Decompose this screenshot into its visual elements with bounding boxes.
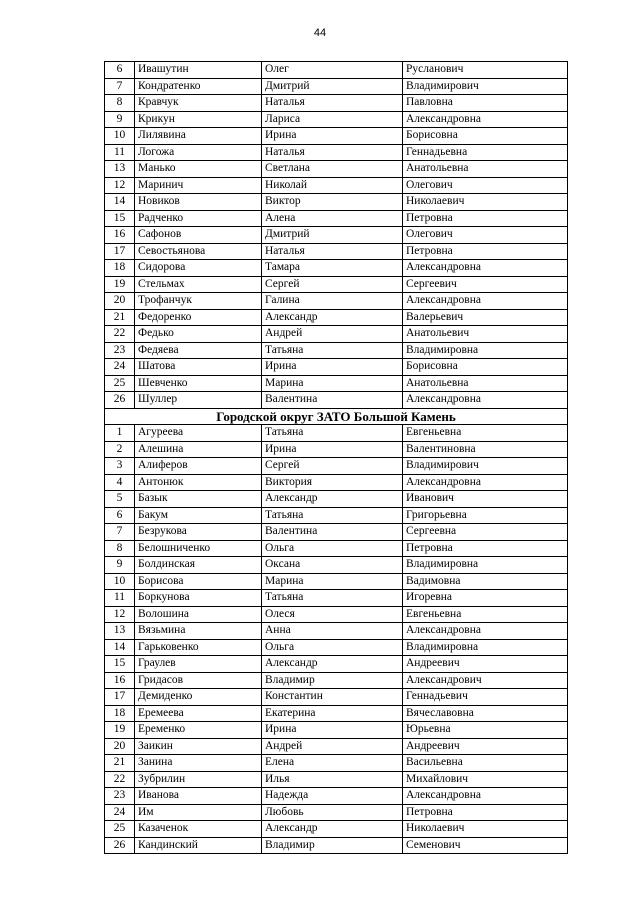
row-number-cell: 11 (105, 144, 135, 161)
first-name-cell: Ирина (262, 441, 403, 458)
row-number-cell: 3 (105, 458, 135, 475)
table-row (105, 540, 568, 557)
table-row (105, 210, 568, 227)
table-row (105, 326, 568, 343)
first-name-cell: Дмитрий (262, 78, 403, 95)
row-number-cell: 22 (105, 326, 135, 343)
first-name-cell: Наталья (262, 144, 403, 161)
row-number-cell: 23 (105, 342, 135, 359)
row-number-cell: 17 (105, 689, 135, 706)
first-name-cell: Александр (262, 821, 403, 838)
patronymic-cell: Игоревна (403, 590, 568, 607)
row-number-cell: 24 (105, 359, 135, 376)
table-row (105, 705, 568, 722)
row-number-cell: 25 (105, 821, 135, 838)
row-number-cell: 8 (105, 540, 135, 557)
first-name-cell: Виктория (262, 474, 403, 491)
table-row (105, 557, 568, 574)
last-name-cell: Демиденко (135, 689, 262, 706)
table-row (105, 342, 568, 359)
table-row (105, 689, 568, 706)
row-number-cell: 13 (105, 161, 135, 178)
patronymic-cell: Анатольевна (403, 375, 568, 392)
row-number-cell: 26 (105, 392, 135, 409)
last-name-cell: Безрукова (135, 524, 262, 541)
table-row (105, 639, 568, 656)
patronymic-cell: Вячеславовна (403, 705, 568, 722)
row-number-cell: 20 (105, 293, 135, 310)
row-number-cell: 11 (105, 590, 135, 607)
last-name-cell: Казаченок (135, 821, 262, 838)
patronymic-cell: Александровна (403, 111, 568, 128)
first-name-cell: Тамара (262, 260, 403, 277)
last-name-cell: Логожа (135, 144, 262, 161)
last-name-cell: Зубрилин (135, 771, 262, 788)
row-number-cell: 16 (105, 672, 135, 689)
first-name-cell: Татьяна (262, 590, 403, 607)
patronymic-cell: Павловна (403, 95, 568, 112)
last-name-cell: Боркунова (135, 590, 262, 607)
first-name-cell: Ольга (262, 639, 403, 656)
last-name-cell: Кондратенко (135, 78, 262, 95)
table-row (105, 260, 568, 277)
patronymic-cell: Евгеньевна (403, 606, 568, 623)
patronymic-cell: Анатольевич (403, 326, 568, 343)
last-name-cell: Стельмах (135, 276, 262, 293)
first-name-cell: Александр (262, 309, 403, 326)
patronymic-cell: Александровна (403, 293, 568, 310)
first-name-cell: Ольга (262, 540, 403, 557)
table-row (105, 573, 568, 590)
row-number-cell: 4 (105, 474, 135, 491)
row-number-cell: 19 (105, 722, 135, 739)
last-name-cell: Гарьковенко (135, 639, 262, 656)
table-row (105, 425, 568, 442)
row-number-cell: 20 (105, 738, 135, 755)
table-row (105, 243, 568, 260)
first-name-cell: Валентина (262, 392, 403, 409)
row-number-cell: 17 (105, 243, 135, 260)
row-number-cell: 9 (105, 557, 135, 574)
patronymic-cell: Геннадьевич (403, 689, 568, 706)
table-row (105, 78, 568, 95)
table-row (105, 161, 568, 178)
row-number-cell: 7 (105, 524, 135, 541)
patronymic-cell: Валентиновна (403, 441, 568, 458)
row-number-cell: 2 (105, 441, 135, 458)
first-name-cell: Сергей (262, 276, 403, 293)
last-name-cell: Крикун (135, 111, 262, 128)
first-name-cell: Андрей (262, 738, 403, 755)
patronymic-cell: Олегович (403, 227, 568, 244)
first-name-cell: Николай (262, 177, 403, 194)
patronymic-cell: Владимировна (403, 342, 568, 359)
row-number-cell: 18 (105, 705, 135, 722)
patronymic-cell: Борисовна (403, 128, 568, 145)
last-name-cell: Вязьмина (135, 623, 262, 640)
patronymic-cell: Григорьевна (403, 507, 568, 524)
table-row (105, 276, 568, 293)
patronymic-cell: Андреевич (403, 656, 568, 673)
last-name-cell: Алиферов (135, 458, 262, 475)
row-number-cell: 26 (105, 837, 135, 854)
table-row (105, 474, 568, 491)
patronymic-cell: Семенович (403, 837, 568, 854)
table-row (105, 771, 568, 788)
patronymic-cell: Борисовна (403, 359, 568, 376)
patronymic-cell: Николаевич (403, 194, 568, 211)
first-name-cell: Владимир (262, 837, 403, 854)
row-number-cell: 6 (105, 507, 135, 524)
last-name-cell: Шевченко (135, 375, 262, 392)
last-name-cell: Еременко (135, 722, 262, 739)
last-name-cell: Кравчук (135, 95, 262, 112)
first-name-cell: Любовь (262, 804, 403, 821)
row-number-cell: 5 (105, 491, 135, 508)
section-header-group (105, 408, 568, 425)
last-name-cell: Трофанчук (135, 293, 262, 310)
last-name-cell: Шуллер (135, 392, 262, 409)
first-name-cell: Анна (262, 623, 403, 640)
table-row (105, 524, 568, 541)
row-number-cell: 6 (105, 62, 135, 79)
first-name-cell: Татьяна (262, 342, 403, 359)
last-name-cell: Еремеева (135, 705, 262, 722)
patronymic-cell: Александровна (403, 788, 568, 805)
roster-table (104, 61, 568, 854)
last-name-cell: Сафонов (135, 227, 262, 244)
roster-group-b (105, 425, 568, 854)
table-row (105, 128, 568, 145)
table-row (105, 177, 568, 194)
table-row (105, 507, 568, 524)
row-number-cell: 10 (105, 128, 135, 145)
table-row (105, 821, 568, 838)
first-name-cell: Владимир (262, 672, 403, 689)
first-name-cell: Константин (262, 689, 403, 706)
row-number-cell: 25 (105, 375, 135, 392)
first-name-cell: Александр (262, 491, 403, 508)
first-name-cell: Оксана (262, 557, 403, 574)
patronymic-cell: Петровна (403, 540, 568, 557)
table-row (105, 144, 568, 161)
first-name-cell: Сергей (262, 458, 403, 475)
first-name-cell: Елена (262, 755, 403, 772)
table-row (105, 606, 568, 623)
last-name-cell: Белошниченко (135, 540, 262, 557)
patronymic-cell: Анатольевна (403, 161, 568, 178)
first-name-cell: Марина (262, 573, 403, 590)
patronymic-cell: Вадимовна (403, 573, 568, 590)
row-number-cell: 14 (105, 639, 135, 656)
last-name-cell: Иванова (135, 788, 262, 805)
last-name-cell: Борисова (135, 573, 262, 590)
last-name-cell: Кандинский (135, 837, 262, 854)
patronymic-cell: Юрьевна (403, 722, 568, 739)
patronymic-cell: Александровна (403, 623, 568, 640)
first-name-cell: Александр (262, 656, 403, 673)
first-name-cell: Олеся (262, 606, 403, 623)
last-name-cell: Радченко (135, 210, 262, 227)
row-number-cell: 23 (105, 788, 135, 805)
first-name-cell: Виктор (262, 194, 403, 211)
table-row (105, 62, 568, 79)
patronymic-cell: Петровна (403, 804, 568, 821)
first-name-cell: Наталья (262, 243, 403, 260)
patronymic-cell: Михайлович (403, 771, 568, 788)
row-number-cell: 1 (105, 425, 135, 442)
table-row (105, 623, 568, 640)
patronymic-cell: Александровна (403, 392, 568, 409)
table-row (105, 656, 568, 673)
last-name-cell: Маринич (135, 177, 262, 194)
last-name-cell: Занина (135, 755, 262, 772)
row-number-cell: 21 (105, 755, 135, 772)
patronymic-cell: Николаевич (403, 821, 568, 838)
table-row (105, 458, 568, 475)
row-number-cell: 18 (105, 260, 135, 277)
last-name-cell: Шатова (135, 359, 262, 376)
first-name-cell: Андрей (262, 326, 403, 343)
table-row (105, 590, 568, 607)
last-name-cell: Базык (135, 491, 262, 508)
row-number-cell: 12 (105, 177, 135, 194)
row-number-cell: 10 (105, 573, 135, 590)
last-name-cell: Гридасов (135, 672, 262, 689)
patronymic-cell: Иванович (403, 491, 568, 508)
first-name-cell: Наталья (262, 95, 403, 112)
table-row (105, 309, 568, 326)
last-name-cell: Севостьянова (135, 243, 262, 260)
first-name-cell: Галина (262, 293, 403, 310)
first-name-cell: Марина (262, 375, 403, 392)
last-name-cell: Новиков (135, 194, 262, 211)
patronymic-cell: Сергеевич (403, 276, 568, 293)
patronymic-cell: Александровна (403, 474, 568, 491)
patronymic-cell: Олегович (403, 177, 568, 194)
first-name-cell: Валентина (262, 524, 403, 541)
first-name-cell: Лариса (262, 111, 403, 128)
section-title: Городской округ ЗАТО Большой Камень (105, 408, 568, 425)
row-number-cell: 24 (105, 804, 135, 821)
patronymic-cell: Александрович (403, 672, 568, 689)
first-name-cell: Ирина (262, 722, 403, 739)
row-number-cell: 16 (105, 227, 135, 244)
section-header-row (105, 408, 568, 425)
last-name-cell: Федько (135, 326, 262, 343)
patronymic-cell: Владимировна (403, 639, 568, 656)
table-row (105, 837, 568, 854)
patronymic-cell: Сергеевна (403, 524, 568, 541)
row-number-cell: 7 (105, 78, 135, 95)
last-name-cell: Граулев (135, 656, 262, 673)
row-number-cell: 22 (105, 771, 135, 788)
first-name-cell: Татьяна (262, 425, 403, 442)
patronymic-cell: Геннадьевна (403, 144, 568, 161)
table-row (105, 293, 568, 310)
table-row (105, 722, 568, 739)
patronymic-cell: Александровна (403, 260, 568, 277)
last-name-cell: Болдинская (135, 557, 262, 574)
row-number-cell: 19 (105, 276, 135, 293)
first-name-cell: Дмитрий (262, 227, 403, 244)
row-number-cell: 15 (105, 210, 135, 227)
table-row (105, 111, 568, 128)
row-number-cell: 15 (105, 656, 135, 673)
patronymic-cell: Евгеньевна (403, 425, 568, 442)
first-name-cell: Ирина (262, 359, 403, 376)
row-number-cell: 9 (105, 111, 135, 128)
table-row (105, 804, 568, 821)
patronymic-cell: Владимировна (403, 557, 568, 574)
patronymic-cell: Валерьевич (403, 309, 568, 326)
last-name-cell: Ивашутин (135, 62, 262, 79)
first-name-cell: Екатерина (262, 705, 403, 722)
table-row (105, 375, 568, 392)
last-name-cell: Агуреева (135, 425, 262, 442)
row-number-cell: 14 (105, 194, 135, 211)
last-name-cell: Федоренко (135, 309, 262, 326)
table-row (105, 672, 568, 689)
first-name-cell: Татьяна (262, 507, 403, 524)
page-number: 44 (313, 27, 327, 39)
last-name-cell: Федяева (135, 342, 262, 359)
patronymic-cell: Петровна (403, 210, 568, 227)
last-name-cell: Лилявина (135, 128, 262, 145)
row-number-cell: 8 (105, 95, 135, 112)
first-name-cell: Ирина (262, 128, 403, 145)
first-name-cell: Алена (262, 210, 403, 227)
first-name-cell: Надежда (262, 788, 403, 805)
last-name-cell: Волошина (135, 606, 262, 623)
first-name-cell: Олег (262, 62, 403, 79)
patronymic-cell: Владимирович (403, 458, 568, 475)
patronymic-cell: Владимирович (403, 78, 568, 95)
table-row (105, 441, 568, 458)
row-number-cell: 13 (105, 623, 135, 640)
table-row (105, 755, 568, 772)
patronymic-cell: Русланович (403, 62, 568, 79)
last-name-cell: Им (135, 804, 262, 821)
last-name-cell: Заикин (135, 738, 262, 755)
last-name-cell: Манько (135, 161, 262, 178)
row-number-cell: 21 (105, 309, 135, 326)
row-number-cell: 12 (105, 606, 135, 623)
patronymic-cell: Васильевна (403, 755, 568, 772)
table-row (105, 738, 568, 755)
table-row (105, 788, 568, 805)
last-name-cell: Алешина (135, 441, 262, 458)
table-row (105, 491, 568, 508)
table-row (105, 359, 568, 376)
first-name-cell: Илья (262, 771, 403, 788)
last-name-cell: Антонюк (135, 474, 262, 491)
patronymic-cell: Петровна (403, 243, 568, 260)
table-row (105, 95, 568, 112)
patronymic-cell: Андреевич (403, 738, 568, 755)
first-name-cell: Светлана (262, 161, 403, 178)
roster-group-a (105, 62, 568, 409)
table-row (105, 392, 568, 409)
table-row (105, 227, 568, 244)
last-name-cell: Бакум (135, 507, 262, 524)
table-row (105, 194, 568, 211)
last-name-cell: Сидорова (135, 260, 262, 277)
